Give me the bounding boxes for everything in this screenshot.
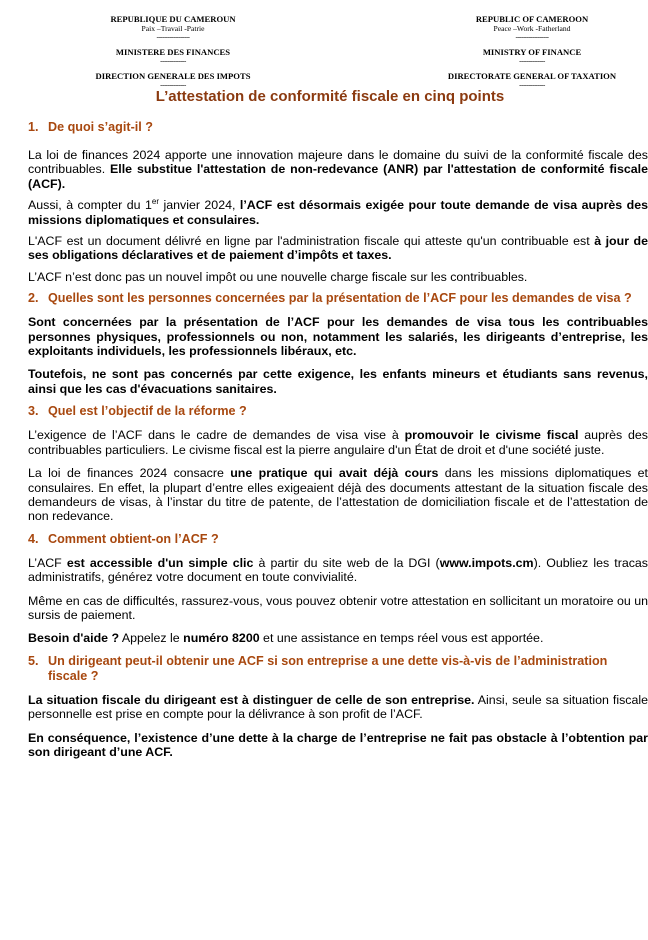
paragraph: Toutefois, ne sont pas concernés par cette exigence, les enfants mineurs et étudiants sans revenus, ainsi que les cas d'évacuations sanitaires. bbox=[28, 367, 648, 396]
motto-fr: Paix –Travail -Patrie bbox=[141, 24, 205, 33]
section-3-heading bbox=[28, 404, 648, 419]
paragraph: L’ACF est accessible d'un simple clic à partir du site web de la DGI (www.impots.cm). Oubliez les tracas administratifs, générez votre document en toute convivialité. bbox=[28, 555, 648, 585]
section-number: 3. bbox=[28, 404, 39, 419]
ministry-name-en: MINISTRY OF FINANCE bbox=[482, 47, 582, 57]
header-right bbox=[432, 14, 632, 89]
section-number: 4. bbox=[28, 531, 39, 546]
paragraph: Aussi, à compter du 1er janvier 2024, l’ACF est désormais exigée pour toute demande de visa auprès des missions diplomatiques et consulaires. bbox=[28, 197, 648, 227]
paragraph: Sont concernées par la présentation de l’ACF pour les demandes de visa tous les contribuables personnes physiques, professionnels ou non, notamment les salariés, les dirigeants d’entreprise, les exploitants individuels, les professionnels libéraux, etc. bbox=[28, 315, 648, 359]
heading-text: Comment obtient-on l’ACF ? bbox=[48, 531, 219, 546]
paragraph: L'ACF est un document délivré en ligne par l'administration fiscale qui atteste qu'un contribuable est à jour de ses obligations déclaratives et de paiement d’impôts et taxes. bbox=[28, 234, 648, 263]
paragraph: Besoin d'aide ? Appelez le numéro 8200 et une assistance en temps réel vous est apportée. bbox=[28, 631, 544, 646]
section-5-heading bbox=[28, 654, 648, 684]
separator: -------------- bbox=[519, 57, 545, 65]
phone-number: numéro 8200 bbox=[183, 631, 260, 646]
motto-en: Peace –Work -Fatherland bbox=[493, 24, 571, 33]
separator: ------------------ bbox=[515, 33, 549, 41]
section-2-heading bbox=[28, 291, 648, 306]
paragraph: Même en cas de difficultés, rassurez-vous, vous pouvez obtenir votre attestation en sollicitant un moratoire ou un sursis de paiement. bbox=[28, 593, 648, 622]
section-number: 1. bbox=[28, 120, 39, 134]
paragraph: L’exigence de l’ACF dans le cadre de demandes de visa vise à promouvoir le civisme fiscal auprès des contribuables particuliers. Le civisme fiscal est la pierre angulaire d'un État de droit et d'une société juste. bbox=[28, 428, 648, 457]
directorate-name-en: DIRECTORATE GENERAL OF TAXATION bbox=[447, 71, 617, 81]
section-number: 5. bbox=[28, 653, 39, 668]
paragraph: La situation fiscale du dirigeant est à distinguer de celle de son entreprise. Ainsi, seule sa situation fiscale personnelle est prise en compte pour la délivrance à son profit de l’ACF. bbox=[28, 692, 648, 722]
separator: -------------- bbox=[160, 81, 186, 89]
separator: ------------------ bbox=[156, 33, 190, 41]
website-link[interactable]: www.impots.cm bbox=[439, 555, 534, 570]
heading-text: Quel est l’objectif de la réforme ? bbox=[48, 404, 247, 419]
separator: -------------- bbox=[160, 57, 186, 65]
separator: -------------- bbox=[519, 81, 545, 89]
ministry-name-fr: MINISTERE DES FINANCES bbox=[115, 47, 231, 57]
document-body bbox=[28, 120, 648, 759]
heading-text: Un dirigeant peut-il obtenir une ACF si son entreprise a une dette vis-à-vis de l’administration fiscale ? bbox=[48, 653, 608, 683]
paragraph: L’ACF n’est donc pas un nouvel impôt ou une nouvelle charge fiscale sur les contribuables. bbox=[28, 269, 528, 284]
paragraph: La loi de finances 2024 consacre une pratique qui avait déjà cours dans les missions diplomatiques et consulaires. En effet, la plupart d’entre elles exigeaient déjà des documents attestant de la situation fiscale des demandeurs de visas, à l’instar du titre de patente, de l’attestation de domiciliation fiscale et de l’attestation de non redevance. bbox=[28, 466, 648, 524]
country-name-fr: REPUBLIQUE DU CAMEROUN bbox=[110, 14, 236, 24]
page-title: L’attestation de conformité fiscale en cinq points bbox=[155, 88, 505, 105]
directorate-name-fr: DIRECTION GENERALE DES IMPOTS bbox=[95, 71, 251, 81]
header-left bbox=[88, 14, 258, 89]
heading-text: De quoi s’agit-il ? bbox=[48, 120, 153, 134]
paragraph: En conséquence, l’existence d’une dette à la charge de l’entreprise ne fait pas obstacle à l’obtention par son dirigeant d’une ACF. bbox=[28, 730, 648, 759]
heading-text: Quelles sont les personnes concernées par la présentation de l’ACF pour les demandes de visa ? bbox=[48, 291, 632, 306]
country-name-en: REPUBLIC OF CAMEROON bbox=[475, 14, 589, 24]
section-4-heading bbox=[28, 532, 648, 547]
section-1-heading bbox=[28, 120, 648, 135]
paragraph: La loi de finances 2024 apporte une innovation majeure dans le domaine du suivi de la conformité fiscale des contribuables. Elle substitue l'attestation de non-redevance (ANR) par l'attestation de conformité fiscale (ACF). bbox=[28, 148, 648, 191]
section-number: 2. bbox=[28, 291, 39, 306]
